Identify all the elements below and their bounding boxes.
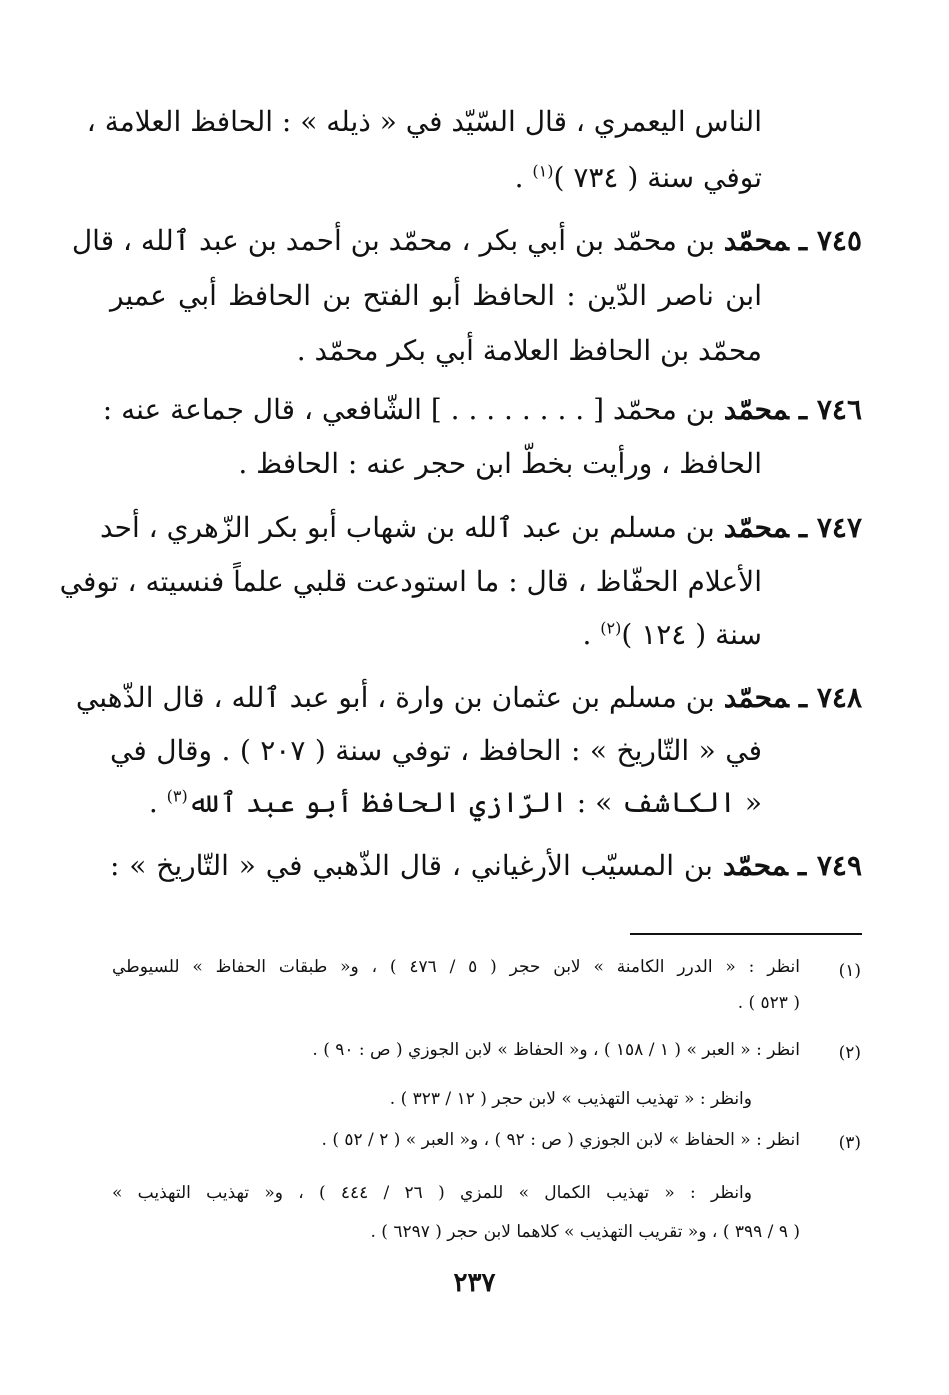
entry-number: ٧٤٩ ـ [797,849,863,882]
entry-745-line-1: ٧٤٥ ـمحمّد بن محمّد بن أبي بكر ، محمّد بن أحمد بن عبد ٱلله ، قال [71,224,862,257]
entry-number: ٧٤٨ ـ [798,681,862,714]
footnote-3-line-1: انظر : « الحفاظ » لابن الجوزي ( ص : ٩٢ ) ، و« العبر » ( ٢ / ٥٢ ) . [321,1130,800,1150]
footnote-ref-2[interactable]: (٢) [600,618,622,638]
footnote-3-line-3: ( ٩ / ٣٩٩ ) ، و« تقريب التهذيب » كلاهما لابن حجر ( ٦٢٩٧ ) . [370,1222,800,1242]
entry-748-line-3: « الكاشف » : الرّازي الحافظ أبو عبد ٱلله$^{(٣)}$ . [148,786,762,819]
entry-747-line-1: ٧٤٧ ـمحمّد بن مسلم بن عبد ٱلله بن شهاب أبو بكر الزّهري ، أحد [99,511,862,544]
entry-name: محمّد [723,511,789,544]
footnote-2-line-2: وانظر : « تهذيب التهذيب » لابن حجر ( ١٢ / ٣٢٣ ) . [389,1089,752,1109]
entry-747-line-3: سنة ( ١٢٤ )$^{(٢)}$ . [582,618,762,651]
footnote-1-mark: (١) [838,961,861,981]
entry-745-line-3: محمّد بن الحافظ العلامة أبي بكر محمّد . [296,334,762,367]
entry-name: محمّد [723,224,789,257]
entry-746-line-2: الحافظ ، ورأيت بخطّ ابن حجر عنه : الحافظ . [238,447,762,480]
footnote-ref-1[interactable]: (١) [532,161,554,181]
entry-name: محمّد [723,681,789,714]
entry-748-line-2: في « التّاريخ » : الحافظ ، توفي سنة ( ٢٠٧ ) . وقال في [110,734,762,767]
footnote-ref-3[interactable]: (٣) [166,786,188,806]
footnote-divider [630,933,862,935]
intro-line-1: الناس اليعمري ، قال السّيّد في « ذيله » : الحافظ العلامة ، [86,105,762,138]
entry-name: محمّد [723,393,789,426]
entry-749-line-1: ٧٤٩ ـمحمّد بن المسيّب الأرغياني ، قال الذّهبي في « التّاريخ » : [110,849,863,882]
entry-748-line-1: ٧٤٨ ـمحمّد بن مسلم بن عثمان بن وارة ، أبو عبد ٱلله ، قال الذّهبي [75,681,862,714]
entry-name: محمّد [722,849,788,882]
intro-line-2: توفي سنة ( ٧٣٤ )$^{(١)}$ . [514,161,762,194]
entry-745-line-2: ابن ناصر الدّين : الحافظ أبو الفتح بن الحافظ أبي عمير [110,279,762,312]
footnote-3-mark: (٣) [838,1133,861,1153]
entry-747-line-2: الأعلام الحفّاظ ، قال : ما استودعت قلبي علماً فنسيته ، توفي [59,565,762,598]
footnote-1-line-2: ( ٥٢٣ ) . [737,993,800,1013]
entry-number: ٧٤٦ ـ [798,393,862,426]
page-number: ٢٣٧ [453,1268,496,1298]
entry-number: ٧٤٧ ـ [798,511,862,544]
entry-number: ٧٤٥ ـ [798,224,862,257]
footnote-3-line-2: وانظر : « تهذيب الكمال » للمزي ( ٢٦ / ٤٤٤ ) ، و« تهذيب التهذيب » [112,1183,752,1203]
entry-746-line-1: ٧٤٦ ـمحمّد بن محمّد [ . . . . . . . . ] الشّافعي ، قال جماعة عنه : [102,393,862,426]
footnote-1-line-1: انظر : « الدرر الكامنة » لابن حجر ( ٥ / ٤٧٦ ) ، و« طبقات الحفاظ » للسيوطي [112,957,800,977]
footnote-2-mark: (٢) [838,1043,861,1063]
footnote-2-line-1: انظر : « العبر » ( ١ / ١٥٨ ) ، و« الحفاظ » لابن الجوزي ( ص : ٩٠ ) . [312,1040,800,1060]
